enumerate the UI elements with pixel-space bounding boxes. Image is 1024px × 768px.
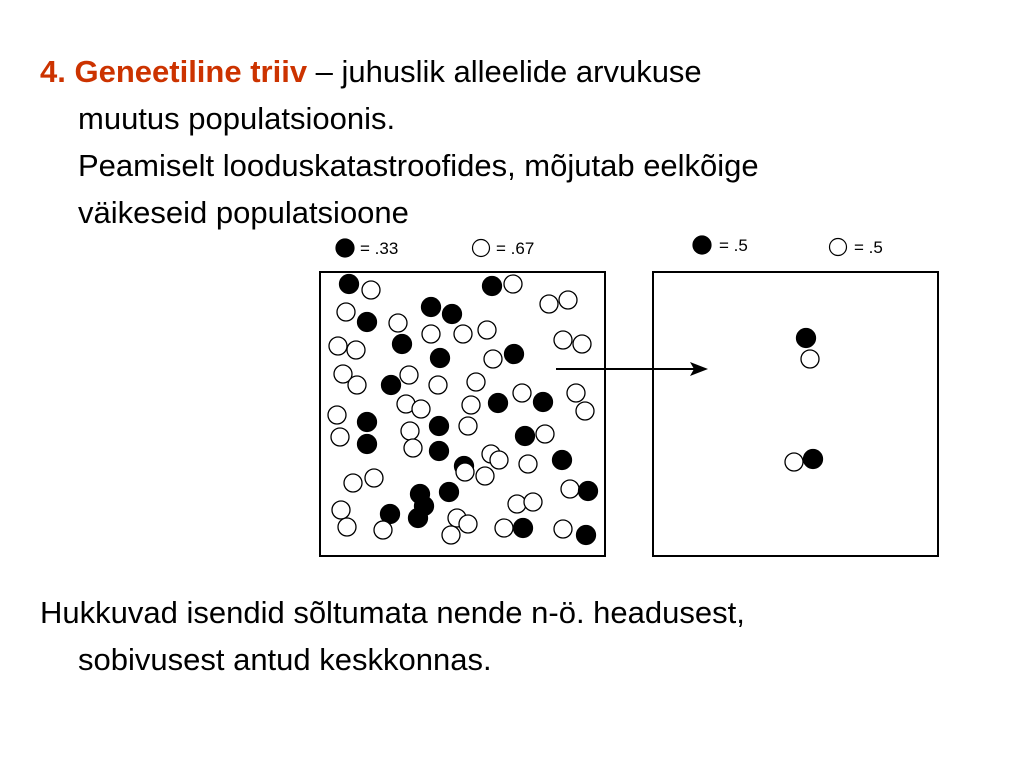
original-black-allele-66 (415, 497, 434, 516)
original-black-allele-30 (534, 393, 553, 412)
original-white-allele-39 (459, 417, 477, 435)
original-black-allele-3 (358, 313, 377, 332)
surviving-black-allele-3 (804, 450, 823, 469)
original-white-allele-18 (484, 350, 502, 368)
original-white-allele-44 (401, 422, 419, 440)
original-white-allele-42 (331, 428, 349, 446)
term-heading: Geneetiline triiv (74, 54, 308, 89)
right-legend-black-label: = .5 (719, 236, 748, 255)
original-black-allele-17 (431, 349, 450, 368)
intro-line-3: Peamiselt looduskatastroofides, mõjutab eelkõige (78, 148, 759, 183)
surviving-white-allele-1 (801, 350, 819, 368)
original-black-allele-6 (443, 305, 462, 324)
conclusion-text (40, 589, 1000, 683)
original-white-allele-62 (332, 501, 350, 519)
original-white-allele-68 (459, 515, 477, 533)
conclusion-line-1: Hukkuvad isendid sõltumata nende n-ö. headusest, (40, 595, 745, 630)
original-white-allele-59 (524, 493, 542, 511)
genetic-drift-figure (318, 226, 943, 558)
original-white-allele-4 (389, 314, 407, 332)
original-black-allele-7 (483, 277, 502, 296)
original-white-allele-52 (344, 474, 362, 492)
original-white-allele-1 (362, 281, 380, 299)
surviving-black-allele-0 (797, 329, 816, 348)
original-white-allele-45 (404, 439, 422, 457)
left-legend-black-allele-icon (336, 239, 354, 257)
original-white-allele-21 (573, 335, 591, 353)
original-black-allele-28 (489, 394, 508, 413)
original-white-allele-12 (347, 341, 365, 359)
original-white-allele-26 (429, 376, 447, 394)
original-white-allele-25 (400, 366, 418, 384)
original-white-allele-41 (536, 425, 554, 443)
original-white-allele-14 (422, 325, 440, 343)
original-white-allele-53 (365, 469, 383, 487)
original-black-allele-13 (393, 335, 412, 354)
left-legend-black-label: = .33 (360, 239, 399, 258)
surviving-population-box (653, 272, 938, 556)
left-legend-white-label: = .67 (496, 239, 535, 258)
original-white-allele-27 (467, 373, 485, 391)
original-white-allele-29 (513, 384, 531, 402)
original-black-allele-34 (358, 413, 377, 432)
original-white-allele-16 (478, 321, 496, 339)
original-black-allele-46 (430, 442, 449, 461)
original-white-allele-8 (504, 275, 522, 293)
original-black-allele-55 (440, 483, 459, 502)
original-white-allele-2 (337, 303, 355, 321)
original-black-allele-37 (430, 417, 449, 436)
original-black-allele-71 (514, 519, 533, 538)
original-white-allele-70 (495, 519, 513, 537)
original-white-allele-49 (490, 451, 508, 469)
original-white-allele-11 (329, 337, 347, 355)
left-legend-white-allele-icon (473, 240, 490, 257)
intro-line-4: väikeseid populatsioone (78, 195, 409, 230)
item-number: 4. (40, 54, 66, 89)
figure-svg (318, 226, 943, 558)
original-white-allele-60 (561, 480, 579, 498)
original-white-allele-32 (576, 402, 594, 420)
original-black-allele-19 (505, 345, 524, 364)
surviving-white-allele-2 (785, 453, 803, 471)
original-white-allele-9 (540, 295, 558, 313)
right-legend-white-allele-icon (830, 239, 847, 256)
original-white-allele-23 (348, 376, 366, 394)
original-black-allele-51 (553, 451, 572, 470)
original-white-allele-31 (567, 384, 585, 402)
original-black-allele-40 (516, 427, 535, 446)
original-white-allele-20 (554, 331, 572, 349)
original-white-allele-36 (412, 400, 430, 418)
original-black-allele-0 (340, 275, 359, 294)
original-white-allele-38 (462, 396, 480, 414)
right-legend-white-label: = .5 (854, 238, 883, 257)
original-white-allele-10 (559, 291, 577, 309)
original-black-allele-5 (422, 298, 441, 317)
original-white-allele-56 (456, 463, 474, 481)
original-white-allele-33 (328, 406, 346, 424)
conclusion-line-2: sobivusest antud keskkonnas. (78, 642, 492, 677)
original-white-allele-50 (519, 455, 537, 473)
original-white-allele-58 (508, 495, 526, 513)
original-black-allele-43 (358, 435, 377, 454)
intro-line-2: muutus populatsioonis. (78, 101, 396, 136)
original-black-allele-24 (382, 376, 401, 395)
original-white-allele-63 (338, 518, 356, 536)
original-black-allele-74 (577, 526, 596, 545)
intro-text (40, 48, 1000, 236)
original-white-allele-72 (374, 521, 392, 539)
original-white-allele-57 (476, 467, 494, 485)
original-white-allele-73 (554, 520, 572, 538)
right-legend-black-allele-icon (693, 236, 711, 254)
intro-line-1 (40, 48, 1000, 95)
term-definition: – juhuslik alleelide arvukuse (307, 54, 702, 89)
original-black-allele-61 (579, 482, 598, 501)
original-white-allele-69 (442, 526, 460, 544)
original-white-allele-15 (454, 325, 472, 343)
